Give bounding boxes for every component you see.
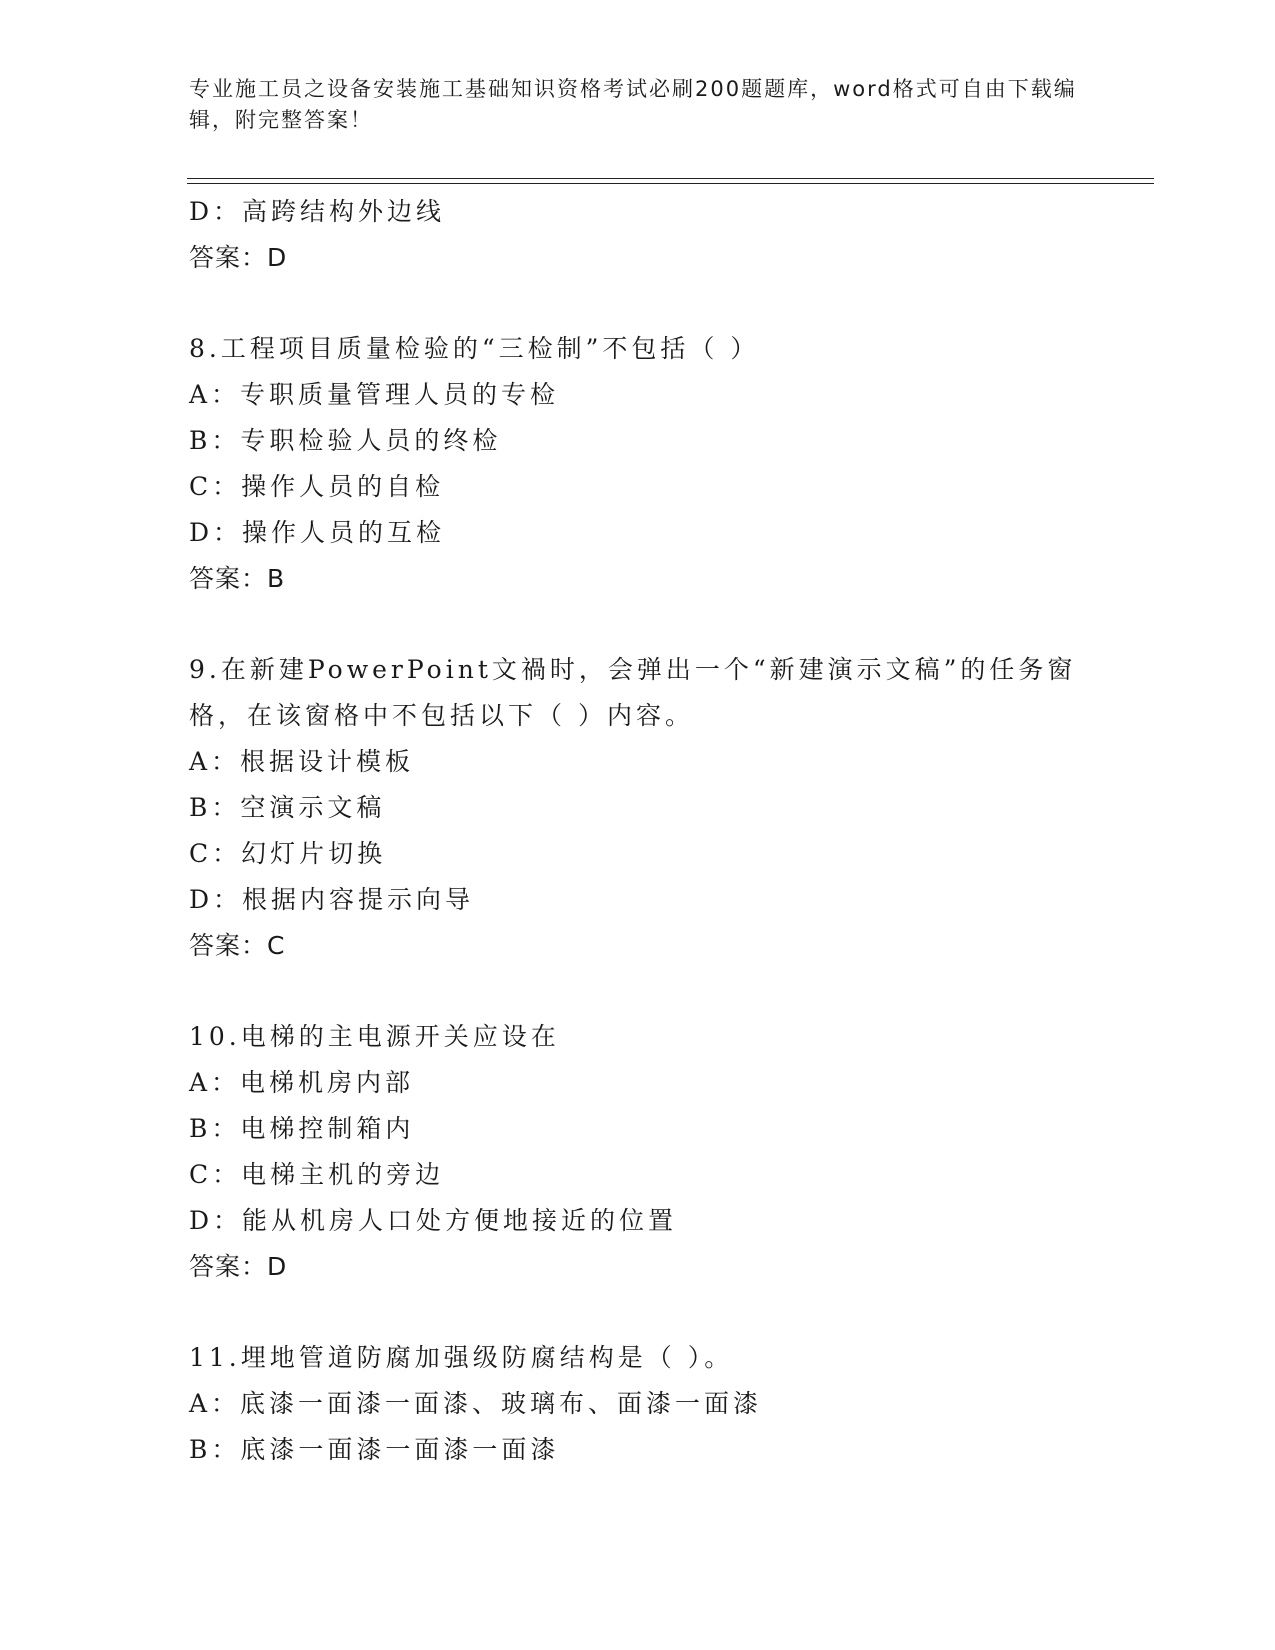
option-a: A：底漆一面漆一面漆、玻璃布、面漆一面漆	[189, 1389, 763, 1418]
option-c: C：操作人员的自检	[189, 472, 445, 501]
question-list	[189, 189, 1089, 1473]
header-rule-bottom	[187, 183, 1154, 184]
question-8	[189, 326, 1089, 602]
question-stem: 10.电梯的主电源开关应设在	[189, 1022, 560, 1051]
question-9	[189, 647, 1089, 969]
header-rule-top	[187, 178, 1154, 179]
spacer	[189, 602, 1089, 647]
option-a: A：根据设计模板	[189, 747, 415, 776]
question-stem: 11.埋地管道防腐加强级防腐结构是（ ）。	[189, 1343, 734, 1372]
answer: 答案：B	[189, 564, 286, 593]
answer: 答案：D	[189, 1252, 288, 1281]
option-d: D：能从机房人口处方便地接近的位置	[189, 1206, 678, 1235]
option-c: C：电梯主机的旁边	[189, 1160, 445, 1189]
question-stem-line-2: 格，在该窗格中不包括以下（ ）内容。	[189, 701, 694, 730]
question-stem: 8.工程项目质量检验的“三检制”不包括（ ）	[189, 334, 760, 363]
answer: 答案：C	[189, 931, 286, 960]
option-d: D：高跨结构外边线	[189, 197, 446, 226]
spacer	[189, 969, 1089, 1014]
question-7-tail	[189, 189, 1089, 281]
option-a: A：专职质量管理人员的专检	[189, 380, 560, 409]
answer: 答案：D	[189, 243, 288, 272]
question-11	[189, 1335, 1089, 1473]
question-10	[189, 1014, 1089, 1290]
option-b: B：专职检验人员的终检	[189, 426, 502, 455]
option-a: A：电梯机房内部	[189, 1068, 415, 1097]
option-b: B：底漆一面漆一面漆一面漆	[189, 1435, 560, 1464]
option-c: C：幻灯片切换	[189, 839, 387, 868]
option-d: D：操作人员的互检	[189, 518, 446, 547]
page-header: 专业施工员之设备安装施工基础知识资格考试必刷200题题库，word格式可自由下载编辑，附完整答案！	[189, 77, 1077, 132]
option-b: B：空演示文稿	[189, 793, 386, 822]
spacer	[189, 281, 1089, 326]
option-d: D：根据内容提示向导	[189, 885, 475, 914]
spacer	[189, 1290, 1089, 1335]
option-b: B：电梯控制箱内	[189, 1114, 415, 1143]
question-stem-line-1: 9.在新建PowerPoint文禍时，会弹出一个“新建演示文稿”的任务窗	[189, 655, 1077, 684]
